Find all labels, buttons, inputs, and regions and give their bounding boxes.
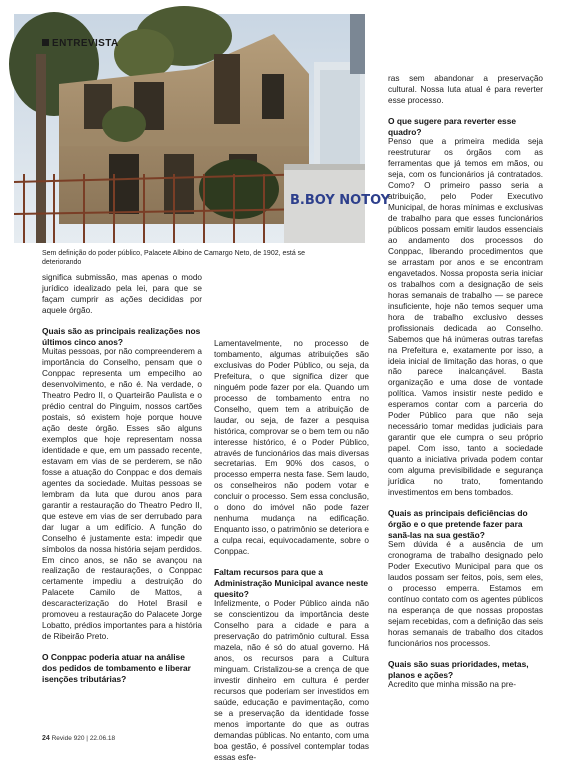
question-heading: O Conppac poderia atuar na análise dos pedidos de tombamento e liberar isenções tributárias?	[42, 652, 191, 684]
photo-caption: Sem definição do poder público, Palacete Albino de Camargo Neto, de 1902, está se deteriorando	[42, 250, 306, 267]
paragraph: Lamentavelmente, no processo de tombamento, algumas atribuições são exclusivas do Poder Público, ou seja, da Prefeitura, o que significa dizer que ninguém pode fazer por ela. Quando um processo de tombamento entra no Conselho, quem tem a atribuição de laudar, ou seja, de fazer a pesquisa histórica, comprovar se o bem tem ou não interesse histórico, é o Poder Público, através de funcionários das mais diversas secretarias. Em 90% dos casos, o processo emperra nesta fase. Sem laudo, os conselheiros não podem votar e concluir o processo. Sem essa conclusão, o dono do imóvel não pode fazer nenhuma mudança na edificação. Enquanto isso, o patrimônio se deteriora e a culpa recai, equivocadamente, sobre o Conppac.	[214, 339, 370, 557]
question-heading: Quais são suas prioridades, metas, planos e ações?	[388, 658, 529, 680]
section-tag-label: ENTREVISTA	[52, 38, 119, 49]
paragraph: Penso que a primeira medida seja reestruturar os órgãos com as ferramentas que já temos em mãos, ou seja, com os funcionários já contratados. Como? O primeiro passo seria a atribuição, pelo Poder Executivo Municipal, de horas mínimas e exclusivas de trabalho para que esses funcionários públicos possam emitir laudos essenciais ao andamento dos processos do Conppac, liberando procedimentos que se arrastam por anos e se encontram engavetados. Nossa proposta seria iniciar os trabalhos com a designação de seis horas semanais de trabalho — se parece insuficiente, hoje não temos sequer uma hora de trabalho exclusivo desses profissionais dedicada ao Conselho. Sabemos que há inúmeras outras tarefas na Prefeitura e, exatamente por isso, a ideia inicial de limitação das horas, o que não parece inalcançável. Basta organização e uma dose de vontade política. Vamos insistir neste pedido e esperamos contar com a parceria do Poder Público para que não seja necessário tomar medidas judiciais para garantir que ele cumpra o seu próprio papel. Com isso, tanto a sociedade quanto a iniciativa privada podem contar com alguma previsibilidade e segurança jurídica no trato, fomentando investimentos em bens tombados.	[388, 137, 543, 497]
question-heading: Quais são as principais realizações nos últimos cinco anos?	[42, 325, 201, 347]
paragraph: Sem dúvida é a ausência de um cronograma de trabalho designado pelo Poder Executivo Municipal para que os laudos possam ser feitos, pois, sem eles, o processo emperra. Estamos em contínuo contato com os agentes públicos na esperança de que nossas propostas sejam recebidas, com a definição das seis horas semanais de trabalho dos citados funcionários nos processos.	[388, 540, 543, 648]
paragraph: Muitas pessoas, por não compreenderem a importância do Conselho, pensam que o Conppac representa um empecilho ao desenvolvimento, e não é. Na verdade, o Theatro Pedro II, o Quarteirão Paulista e o prédio central do Pinguim, nossos cartões postais, só existem hoje porque houve ação deste órgão. Esses são alguns exemplos que hoje representam nossa identidade e que, em um passado recente, estavam em vias de se perderem, se não fosse a atuação do Conppac e dos demais agentes da sociedade. Muitas pessoas se lembram da luta que durou anos para garantir a restauração do Theatro Pedro II, que esteve em vias de ser derrubado para dar lugar a um edifício. A função do Conselho é justamente esta: impedir que símbolos da nossa história sejam perdidos. Em cinco anos, se não se avançou na realização de restaurações, o Conppac certamente impediu a destruição do Palacete Camilo de Mattos, a descaracterização do Hotel Brasil e promoveu a restauração do Palacete Jorge Lobatto, prédios importantes para a história de Ribeirão Preto.	[42, 347, 202, 642]
column-1	[42, 273, 202, 685]
question-heading: O que sugere para reverter esse quadro?	[388, 115, 517, 137]
magazine-name: Revide 920	[51, 735, 85, 742]
page-footer: 24 Revide 920 | 22.06.18	[42, 735, 116, 742]
column-3	[388, 74, 543, 691]
column-2	[214, 339, 369, 764]
question-heading: Faltam recursos para que a Administração Municipal avance neste quesito?	[214, 567, 369, 599]
page-number: 24	[42, 735, 50, 742]
paragraph: ras sem abandonar a preservação cultural. Nossa luta atual é para reverter esse processo.	[388, 74, 543, 105]
paragraph: Acredito que minha missão na pre-	[388, 680, 516, 690]
question-heading: Quais as principais deficiências do órgão e o que pretende fazer para sanã-las na sua gestão?	[388, 507, 528, 540]
graffiti-text: B.BOY NOTOY	[290, 193, 391, 208]
paragraph: significa submissão, mas apenas o modo jurídico idealizado pela lei, para que se façam cumprir as ações decididas por aquele órgão.	[42, 273, 202, 315]
section-tag	[42, 38, 119, 49]
paragraph: Infelizmente, o Poder Público ainda não se conscientizou da importância deste Conselho para a cidade e para a preservação do patrimônio cultural. Essa mazela, não é só do atual governo. Há anos, os recursos para a Cultura minguam. Cristalizou-se a crença de que investir dinheiro em cultura é perder recursos que poderiam ser investidos em saúde, educação e pavimentação, como se a preservação da identidade fosse menos importante do que as outras demandas públicas. No entanto, com uma boa gestão, é possível contemplar todas essas esfe-	[214, 599, 369, 762]
issue-date: 22.06.18	[89, 735, 116, 742]
section-square-icon	[42, 39, 49, 46]
